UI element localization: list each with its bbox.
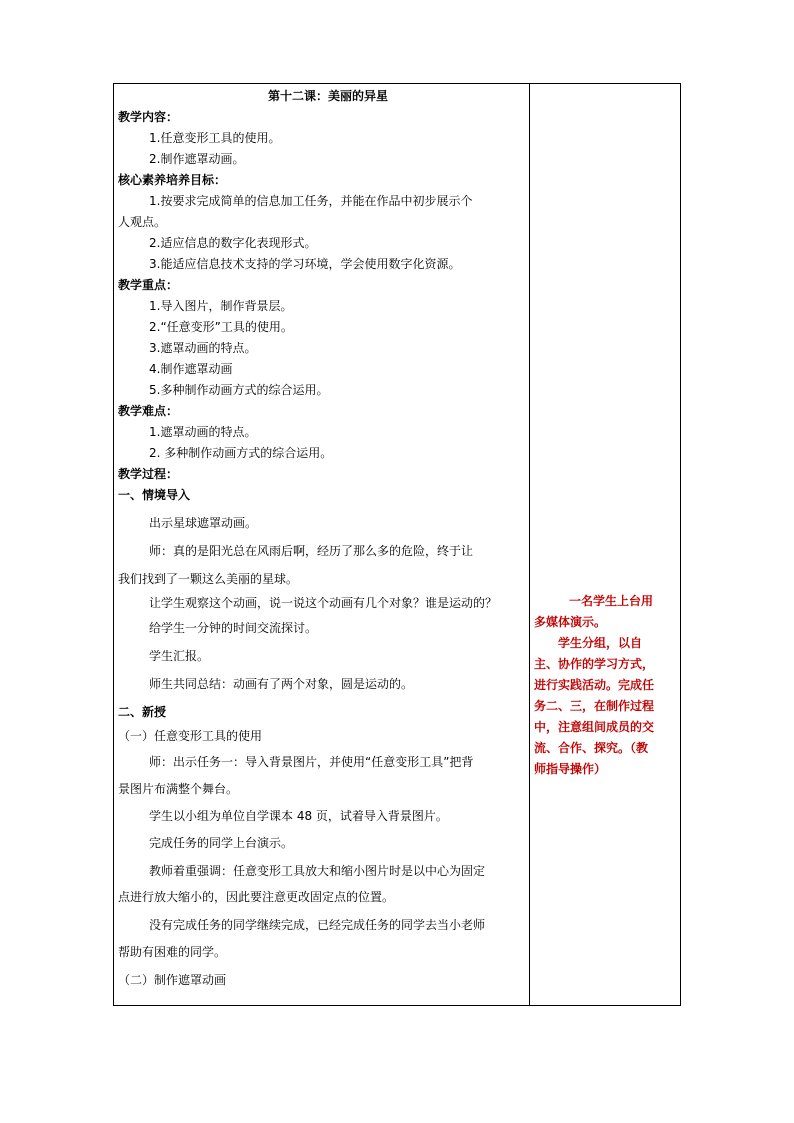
text-line: 1.导入图片，制作背景层。 — [149, 299, 293, 313]
text-line: 学生以小组为单位自学课本 48 页，试着导入背景图片。 — [149, 809, 448, 823]
section-heading: 二、新授 — [118, 705, 167, 719]
section-heading: 教学内容： — [118, 110, 179, 124]
text-line: 2.制作遮罩动画。 — [149, 152, 245, 166]
text-line: 3.遮罩动画的特点。 — [149, 341, 257, 355]
note-line: 中，注意组间成员的交 — [534, 720, 655, 734]
note-line: 流、合作、探究。（教 — [534, 741, 649, 755]
text-line: 2.“任意变形”工具的使用。 — [149, 320, 293, 334]
section-heading: 教学难点： — [118, 404, 179, 418]
text-line: 完成任务的同学上台演示。 — [149, 836, 294, 850]
text-line: 景图片布满整个舞台。 — [118, 782, 239, 796]
text-line: 点进行放大缩小的，因此要注意更改固定点的位置。 — [118, 890, 395, 904]
text-line: 师：出示任务一：导入背景图片，并使用“任意变形工具”把背 — [149, 755, 474, 769]
text-line: 师：真的是阳光总在风雨后啊，经历了那么多的危险，终于让 — [149, 544, 474, 558]
text-line: 帮助有困难的同学。 — [118, 945, 227, 959]
text-line: 给学生一分钟的时间交流探讨。 — [149, 621, 318, 635]
text-line: 1.按要求完成简单的信息加工任务，并能在作品中初步展示个 — [149, 194, 473, 208]
text-line: 1.任意变形工具的使用。 — [149, 131, 281, 145]
text-line: 出示星球遮罩动画。 — [149, 516, 258, 530]
text-line: 教师着重强调：任意变形工具放大和缩小图片时是以中心为固定 — [149, 864, 486, 878]
text-line: 2.适应信息的数字化表现形式。 — [149, 236, 317, 250]
text-line: 5.多种制作动画方式的综合运用。 — [149, 383, 329, 397]
text-line: 2. 多种制作动画方式的综合运用。 — [149, 446, 333, 460]
note-line: 一名学生上台用 — [569, 594, 654, 608]
note-line: 进行实践活动。完成任 — [534, 678, 655, 692]
section-heading: 教学过程： — [118, 467, 179, 481]
note-line: 多媒体演示。 — [534, 615, 607, 629]
text-line: 3.能适应信息技术支持的学习环境，学会使用数字化资源。 — [149, 257, 461, 271]
text-line: 4.制作遮罩动画 — [149, 362, 233, 376]
text-line: 师生共同总结：动画有了两个对象，圆是运动的。 — [149, 677, 414, 691]
text-line: 我们找到了一颗这么美丽的星球。 — [118, 572, 299, 586]
note-line: 师指导操作） — [534, 762, 607, 776]
note-line: 主、协作的学习方式， — [534, 657, 655, 671]
section-heading: 一、情境导入 — [118, 488, 191, 502]
lesson-title: 第十二课：美丽的异星 — [268, 89, 389, 103]
text-line: 1.遮罩动画的特点。 — [149, 425, 257, 439]
text-line: 学生汇报。 — [149, 649, 210, 663]
section-heading: 教学重点： — [118, 278, 179, 292]
lesson-table — [113, 83, 681, 1006]
section-heading: 核心素养培养目标： — [118, 173, 227, 187]
text-line: （二）制作遮罩动画 — [118, 973, 227, 987]
note-line: 务二、三，在制作过程 — [534, 699, 655, 713]
text-line: （一）任意变形工具的使用 — [118, 729, 263, 743]
text-line: 没有完成任务的同学继续完成，已经完成任务的同学去当小老师 — [149, 918, 486, 932]
text-line: 人观点。 — [118, 215, 167, 229]
note-line: 学生分组，以自 — [558, 636, 643, 650]
column-divider — [529, 84, 530, 1005]
text-line: 让学生观察这个动画，说一说这个动画有几个对象？谁是运动的？ — [149, 596, 498, 610]
